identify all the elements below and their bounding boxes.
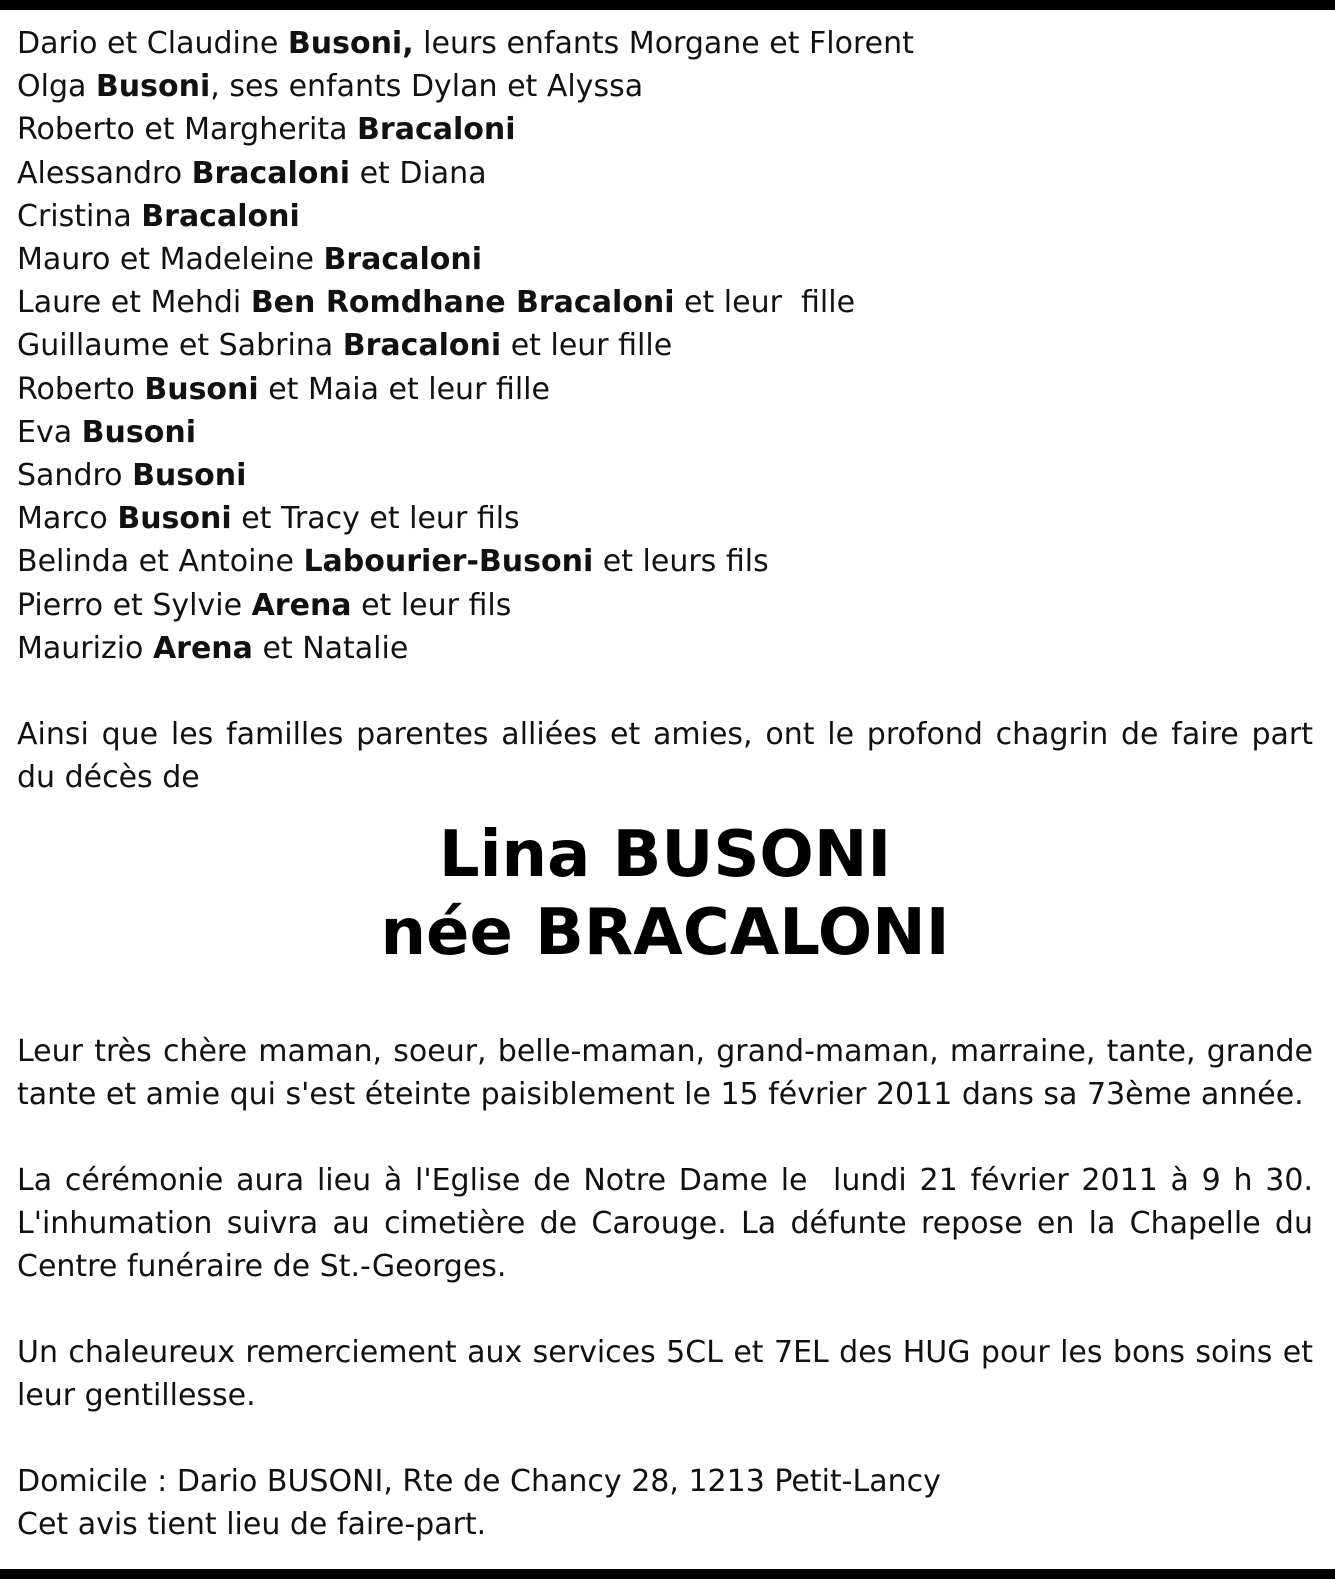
spacer [17,1116,1313,1159]
signatory-relations: et Maia et leur fille [258,371,550,407]
signatory-relations: , ses enfants Dylan et Alyssa [210,69,644,105]
signatory-given-names: Laure et Mehdi [17,285,251,321]
notice-line: Cet avis tient lieu de faire-part. [17,1507,487,1543]
signatory-line [17,238,1313,281]
signatory-family-name: Bracaloni [191,155,351,191]
spacer [17,670,1313,713]
ceremony-paragraph: La cérémonie aura lieu à l'Eglise de Notre Dame le lundi 21 février 2011 à 9 h 30. L'inhumation suivra au cimetière de Carouge. La défunte repose en la Chapelle du Centre funéraire de St.-Georges. [17,1163,1323,1285]
domicile-line: Domicile : Dario BUSONI, Rte de Chancy 28, 1213 Petit-Lancy [17,1464,941,1500]
signatory-line [17,411,1313,454]
signatory-line [17,108,1313,151]
signatory-given-names: Eva [17,414,82,450]
signatory-family-name: Ben Romdhane Bracaloni [250,285,675,321]
signatory-line [17,324,1313,367]
signatory-family-name: Busoni, [287,26,414,61]
bottom-border-rule [0,1569,1335,1579]
signatory-given-names: Maurizio [17,630,153,666]
signatory-given-names: Roberto [17,371,145,407]
deceased-name: Lina BUSONI [438,818,892,893]
signatory-given-names: Sandro [17,458,133,494]
top-border-rule [0,0,1335,10]
signatory-line [17,281,1313,324]
signatory-given-names: Cristina [17,198,142,234]
signatory-relations: et leur fille [501,328,673,364]
signatory-relations: et leur fils [351,587,512,623]
deceased-name-heading [17,816,1313,972]
signatory-line [17,65,1313,108]
signatory-family-name: Bracaloni [342,328,502,364]
signatory-given-names: Marco [17,501,118,537]
signatory-family-name: Labourier-Busoni [303,544,594,580]
signatory-given-names: Belinda et Antoine [17,544,304,580]
signatory-given-names: Pierro et Sylvie [17,587,252,623]
tribute-paragraph: Leur très chère maman, soeur, belle-maman, grand-maman, marraine, tante, grande tante et amie qui s'est éteinte paisiblement le 15 février 2011 dans sa 73ème année. [17,1034,1313,1113]
spacer [17,972,1313,1030]
signatory-family-name: Bracaloni [141,198,300,234]
signatory-line [17,152,1313,195]
signatory-family-name: Busoni [132,458,247,494]
obituary-notice [17,22,1323,1546]
spacer [17,1288,1313,1331]
signatory-given-names: Dario et Claudine [17,26,288,61]
signatory-family-name: Busoni [144,371,259,407]
signatory-line [17,195,1313,238]
signatory-relations: leurs enfants Morgane et Florent [413,26,914,61]
signatory-family-name: Bracaloni [323,242,482,278]
signatory-family-name: Arena [152,630,253,666]
signatory-line [17,584,1313,627]
signatory-given-names: Alessandro [17,155,192,191]
signatory-relations: et leurs fils [593,544,769,580]
signatory-line [17,368,1313,411]
signatory-given-names: Mauro et Madeleine [17,242,324,278]
signatory-line [17,22,1313,65]
signatory-family-name: Bracaloni [357,112,516,148]
signatory-given-names: Olga [17,69,96,105]
signatory-line [17,627,1313,670]
signatory-relations: et Natalie [252,630,409,666]
signatory-family-name: Arena [251,587,352,623]
signatory-relations: et Tracy et leur fils [231,501,520,537]
spacer [17,1417,1313,1460]
signatory-family-name: Busoni [81,414,196,450]
thanks-paragraph: Un chaleureux remerciement aux services 5CL et 7EL des HUG pour les bons soins et leur gentillesse. [17,1335,1313,1414]
signatory-line [17,454,1313,497]
signatory-relations: et leur fille [674,285,856,321]
signatory-family-name: Busoni [117,501,232,537]
signatory-family-name: Busoni [95,69,211,105]
signatory-given-names: Roberto et Margherita [17,112,358,148]
intro-paragraph: Ainsi que les familles parentes alliées et amies, ont le profond chagrin de faire part du décès de [17,717,1313,796]
signatory-given-names: Guillaume et Sabrina [17,328,343,364]
signatory-relations: et Diana [350,155,487,191]
deceased-birth-name: née BRACALONI [380,896,950,971]
signatories-list [17,22,1313,670]
signatory-line [17,540,1313,583]
signatory-line [17,497,1313,540]
